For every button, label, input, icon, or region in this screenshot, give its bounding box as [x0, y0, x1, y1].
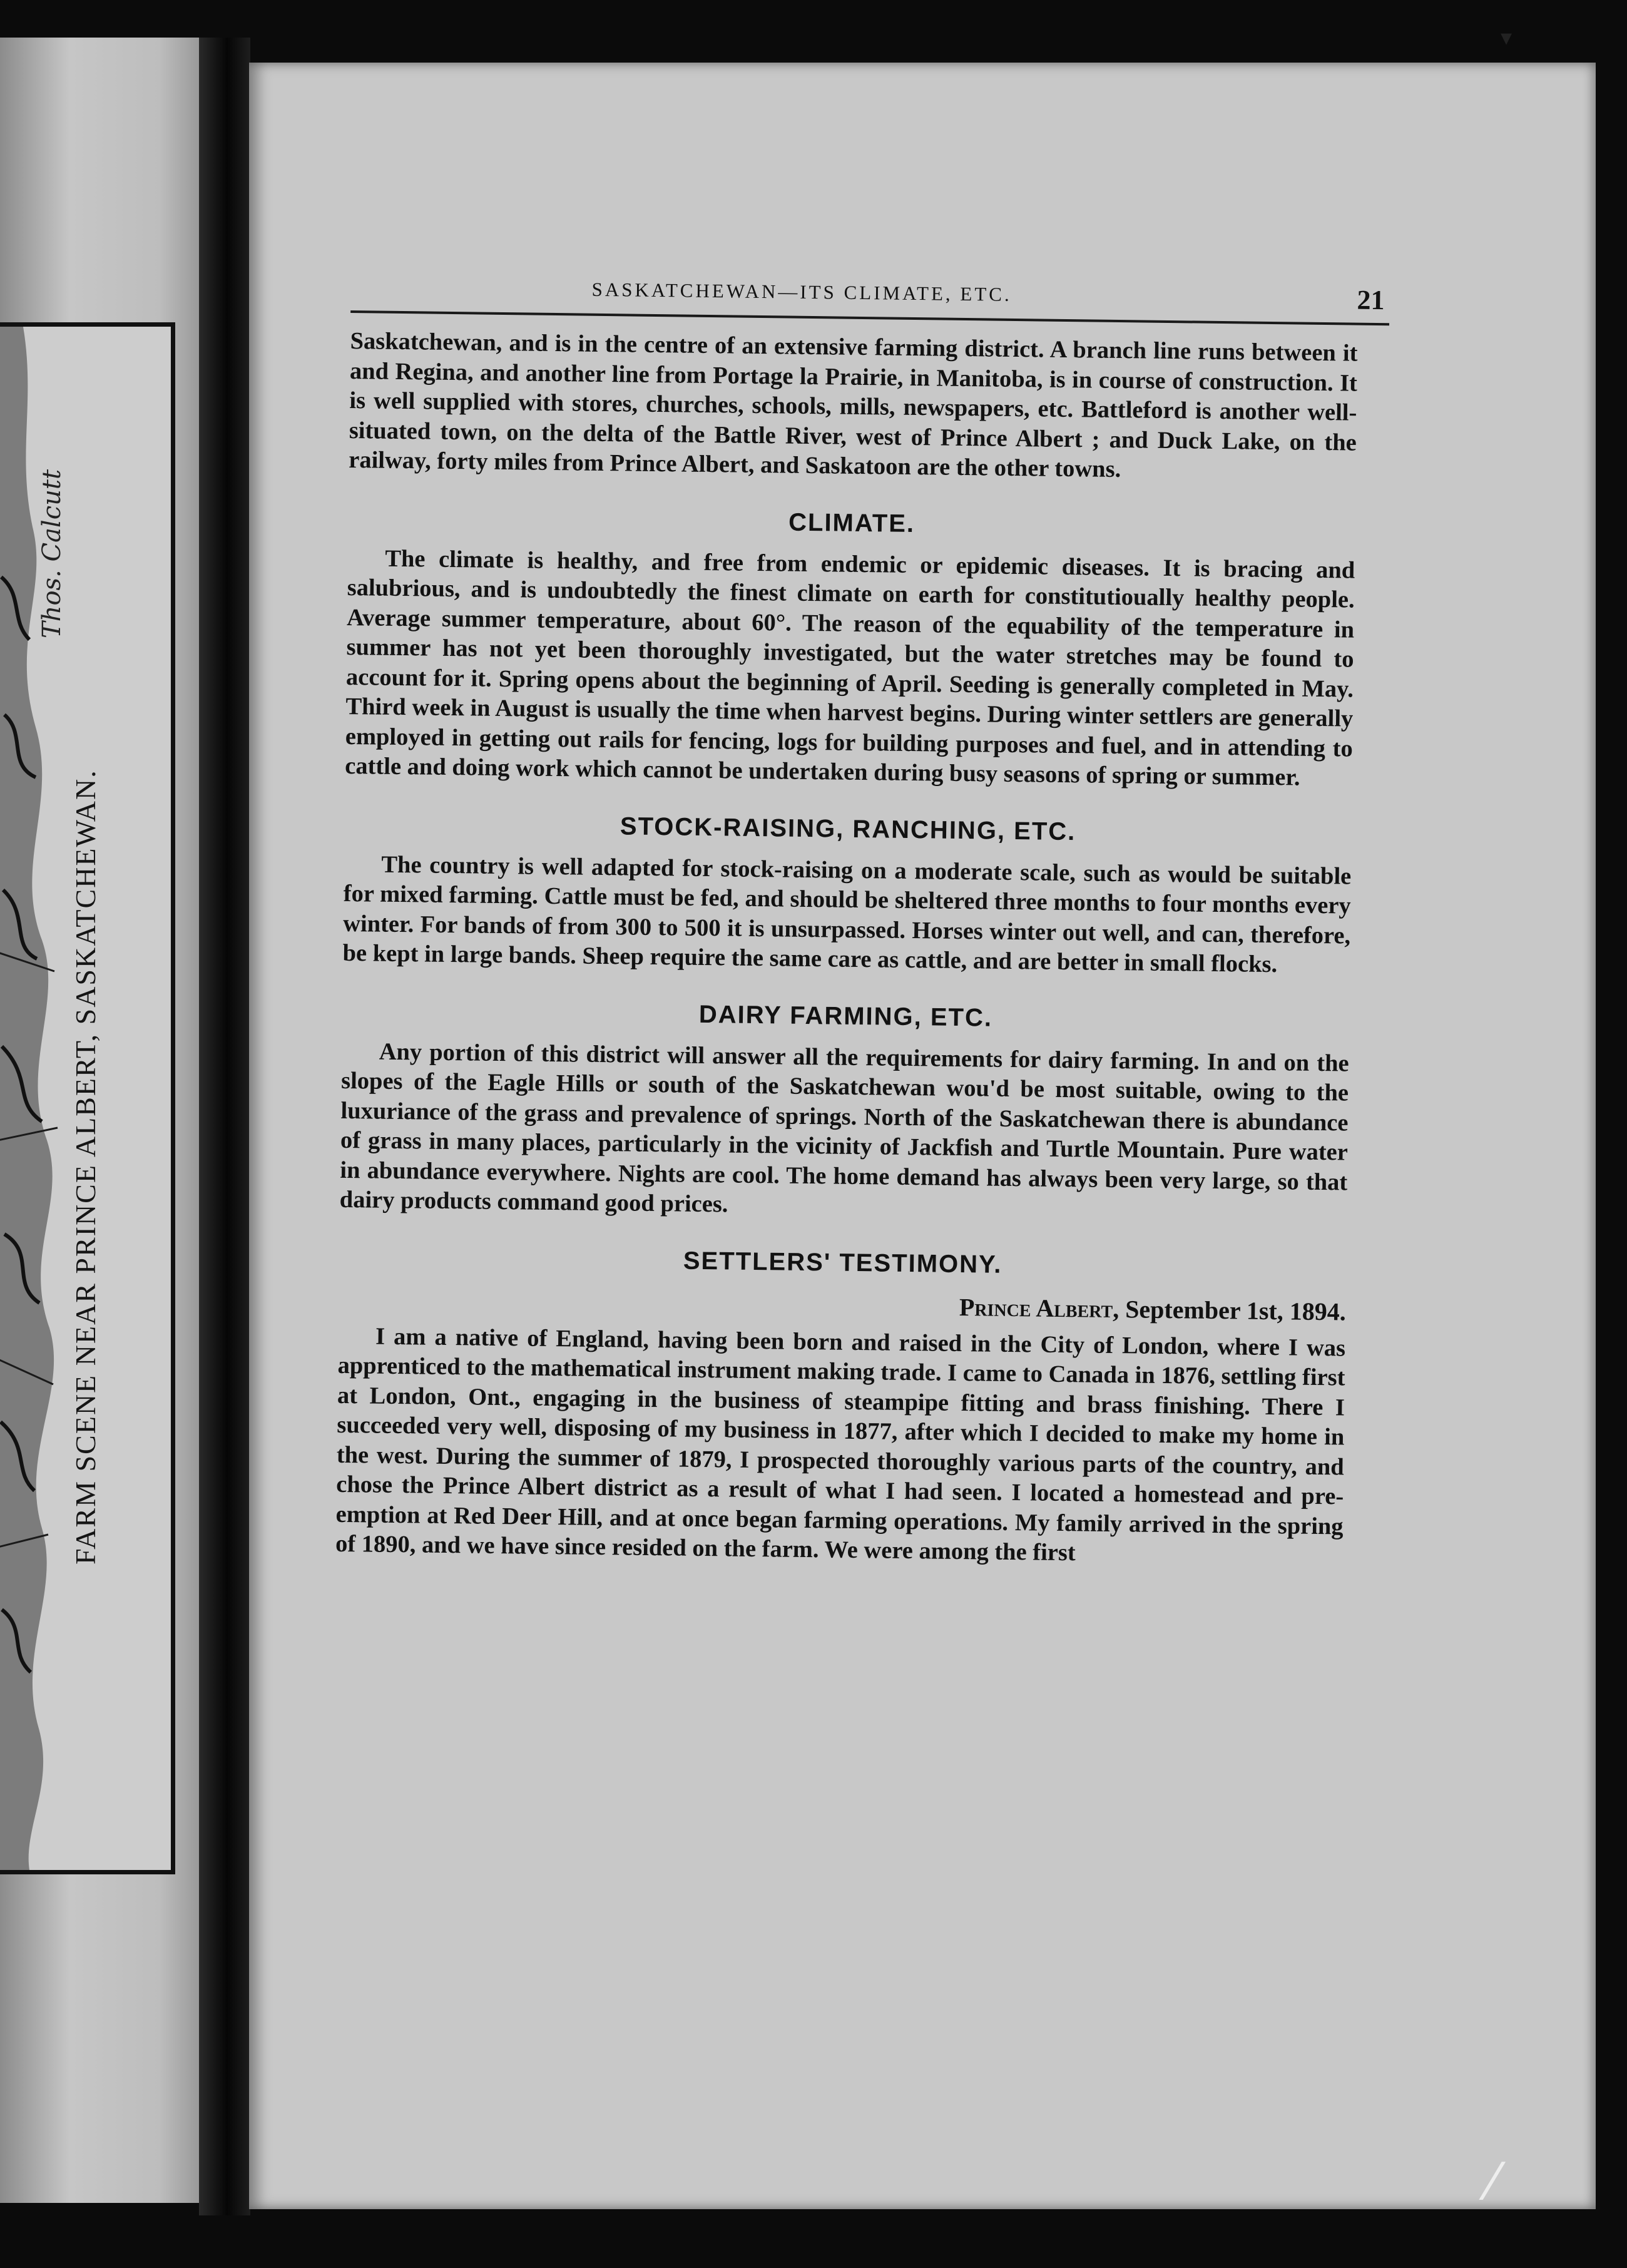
scan-mark: ⁄ [1488, 2153, 1497, 2211]
testimony-place: Prince Albert [959, 1292, 1113, 1323]
section-text-climate: The climate is healthy, and free from endemic or epidemic diseases. It is bracing and salubrious, and is undoubtedly the finest climate on earth for constitutioually healthy people. Average summer temperature, about 60°. The reason of the equability of the temperature in summer has not yet been thoroughly investigated, but the water stretches may be found to account for it. Spring opens about the beginning of April. Seeding is generally completed in May. Third week in August is usually the time when harvest begins. During winter settlers are generally employed in getting out rails for fencing, logs for building purposes and fuel, and in attending to cattle and doing work which cannot be undertaken during busy seasons of spring or summer. [345, 545, 1355, 791]
section-heading-settlers-testimony: SETTLERS' TESTIMONY. [683, 1247, 1002, 1279]
section-text-dairy-farming: Any portion of this district will answer all the requirements for dairy farming. In and on the slopes of the Eagle Hills or south of the Saskatchewan wou'd be most suitable, owing to the luxuriance of the grass and prevalence of springs. North of the Saskatchewan there is abundance of grass in many places, particularly in the vicinity of Jackfish and Turtle Mountain. Pure water in abundance everywhere. Nights are cool. The home demand has always been very large, so that dairy products command good prices. [339, 1038, 1349, 1218]
book-gutter [199, 38, 250, 2215]
testimony-text: I am a native of England, having been born and raised in the City of London, where I was apprenticed to the mathematical instrument making trade. I came to Canada in 1876, settling first at London, Ont., engaging in the business of steampipe fitting and brass finishing. There I succeeded very well, disposing of my business in 1877, after which I decided to make my home in the west. During the summer of 1879, I prospected thoroughly various parts of the country, and chose the Prince Albert district as a result of what I had seen. I located a homestead and pre-emption at Red Deer Hill, and at once began farming operations. My family arrived in the spring of 1890, and we have since resided on the farm. We were among the first [335, 1323, 1346, 1566]
section-text-stock-raising: The country is well adapted for stock-raising on a moderate scale, such as would be suitable for mixed farming. Cattle must be fed, and should be sheltered three months to four months every winter. For bands of from 300 to 500 it is unsurpassed. Horses winter out well, and can, therefore, be kept in large bands. Sheep require the same care as cattle, and are better in small flocks. [342, 851, 1352, 978]
testimony-date: , September 1st, 1894. [1112, 1294, 1347, 1326]
section-heading-stock-raising: STOCK-RAISING, RANCHING, ETC. [620, 812, 1076, 845]
testimony-dateline [339, 1284, 1346, 1326]
running-head [350, 269, 1385, 332]
text-page [249, 25, 1596, 2211]
header-rule [350, 310, 1389, 325]
page-number: 21 [1357, 284, 1385, 316]
section-heading-climate: CLIMATE. [788, 508, 916, 538]
page-text-block [335, 269, 1385, 1571]
intro-paragraph: Saskatchewan, and is in the centre of an extensive farming district. A branch line runs between it and Regina, and another line from Portage la Prairie, in Manitoba, is in course of construction. It is well supplied with stores, churches, schools, mills, newspapers, etc. Battleford is another well-situated town, on the delta of the Battle River, west of Prince Albert ; and Duck Lake, on the railway, forty miles from Prince Albert, and Saskatoon are the other towns. [349, 327, 1358, 483]
running-head-title: SASKATCHEWAN—ITS CLIMATE, ETC. [591, 278, 1012, 305]
facing-plate-page: Thos. Calcutt FARM SCENE NEAR PRINCE ALBERT, SASKATCHEWAN. [0, 38, 199, 2203]
section-heading-dairy-farming: DAIRY FARMING, ETC. [698, 1000, 993, 1032]
scan-speck: ▾ [1501, 25, 1512, 51]
